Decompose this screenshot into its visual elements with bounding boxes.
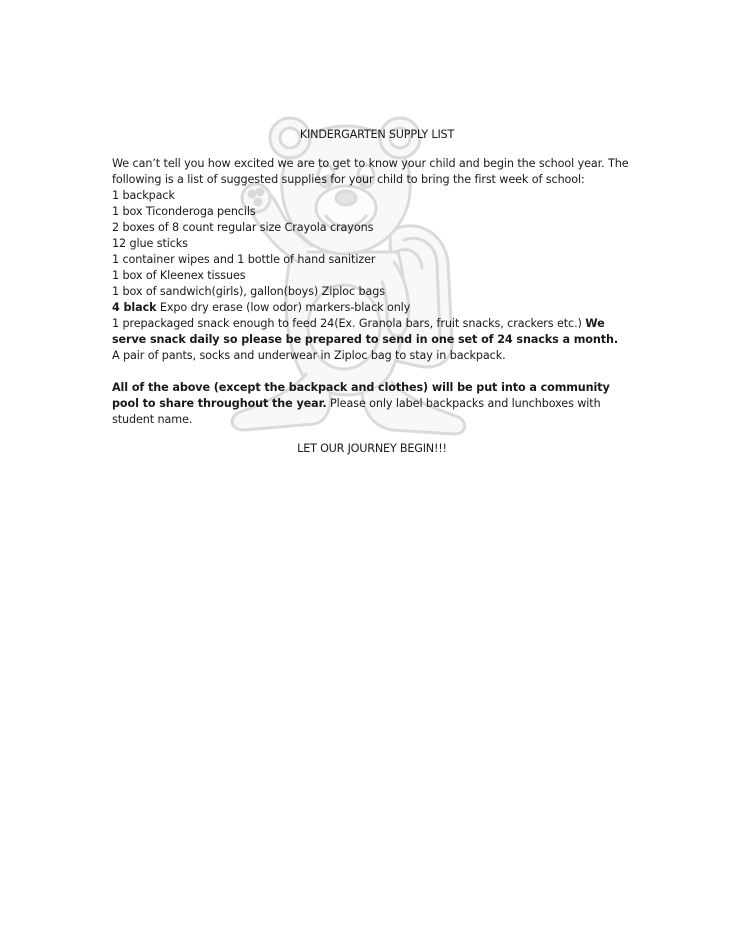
intro-paragraph: We can’t tell you how excited we are to get to know your child and begin the school year. The following is a list of suggested supplies for your child to bring the first week of school: [112,157,629,186]
snack-policy-note: We serve snack daily so please be prepared to send in one set of 24 snacks a month. [112,317,619,346]
closing-paragraph: All of the above (except the backpack and clothes) will be put into a community pool to share throughout the year. Please only label backpacks and lunchboxes with student name. [112,381,610,426]
list-item: 4 black Expo dry erase (low odor) markers-black only [112,301,411,314]
list-item: 1 backpack [112,189,175,202]
closing-slogan: LET OUR JOURNEY BEGIN!!! [297,442,447,455]
list-item: 2 boxes of 8 count regular size Crayola crayons [112,221,374,234]
list-item: 12 glue sticks [112,237,188,250]
list-item: 1 prepackaged snack enough to feed 24(Ex. Granola bars, fruit snacks, crackers etc.) We serve snack daily so please be prepared to send in one set of 24 snacks a month. [112,317,619,346]
supply-list-document [112,127,632,457]
bold-emphasis: 4 black [112,301,157,314]
document-title: KINDERGARTEN SUPPLY LIST [299,128,455,141]
list-item: 1 box Ticonderoga pencils [112,205,256,218]
list-item: 1 box of Kleenex tissues [112,269,246,282]
community-pool-note: All of the above (except the backpack and clothes) will be put into a community pool to share throughout the year. [112,381,610,410]
list-item: 1 container wipes and 1 bottle of hand sanitizer [112,253,376,266]
supply-list [112,188,632,364]
list-item: A pair of pants, socks and underwear in Ziploc bag to stay in backpack. [112,349,506,362]
list-item: 1 box of sandwich(girls), gallon(boys) Ziploc bags [112,285,385,298]
